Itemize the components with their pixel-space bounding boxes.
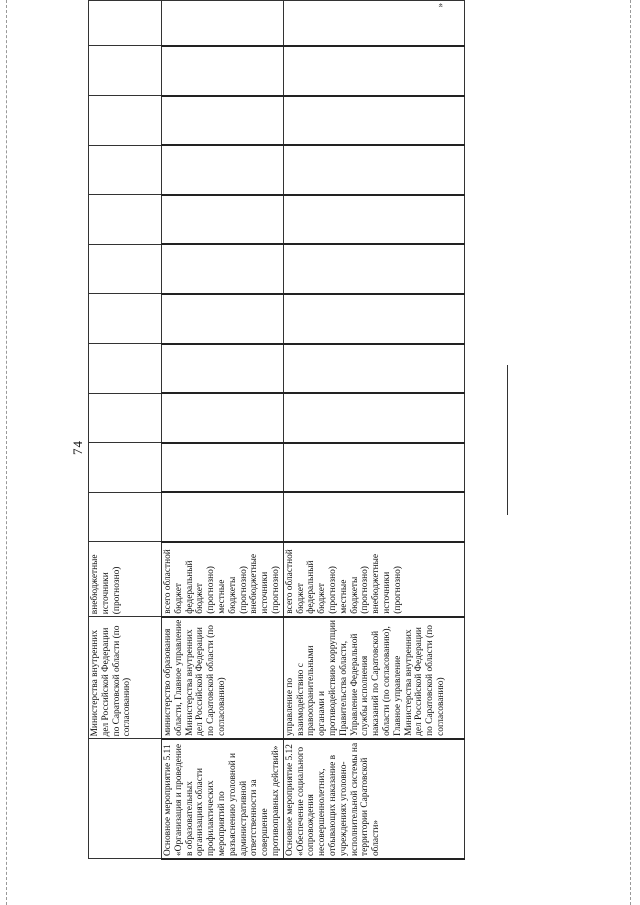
scan-edge-line (6, 0, 7, 905)
value-cell (89, 294, 162, 344)
sources-cell: всего областной бюджет федеральный бюджет (прогнозно) местные бюджеты (прогнозно) внебюджетные источники (прогнозно) (283, 542, 464, 617)
table-row (89, 1, 162, 860)
value-cell (283, 443, 464, 493)
value-cell (89, 443, 162, 493)
measure-cell: Основное мероприятие 5.11 «Организация и проведение в образовательных организациях области профилактических мероприятий по разъяснению уголовной и административной ответственности за совершение противоправных действий» (162, 739, 284, 859)
value-cell (162, 344, 284, 394)
sources-cell: внебюджетные источники (прогнозно) (89, 542, 162, 617)
value-cell (162, 443, 284, 493)
value-cell (162, 393, 284, 443)
scan-edge-line (630, 0, 631, 905)
value-cell (89, 492, 162, 542)
value-cell (283, 492, 464, 542)
value-cell (162, 96, 284, 146)
page-number: 74 (70, 440, 85, 455)
value-cell (89, 344, 162, 394)
value-cell (283, 46, 464, 96)
value-cell (283, 244, 464, 294)
program-table (88, 0, 465, 860)
value-cell (89, 393, 162, 443)
measure-cell (89, 739, 162, 859)
sources-cell: всего областной бюджет федеральный бюджет (прогнозно) местные бюджеты (прогнозно) внебюджетные источники (прогнозно) (162, 542, 284, 617)
value-cell (89, 46, 162, 96)
value-cell (162, 145, 284, 195)
value-cell (89, 1, 162, 46)
end-of-section-rule (507, 365, 508, 515)
value-cell (162, 195, 284, 245)
executor-cell: Министерства внутренних дел Российской Федерации по Саратовской области (по согласованию) (89, 617, 162, 739)
value-cell (89, 145, 162, 195)
value-cell (89, 96, 162, 146)
value-cell (283, 195, 464, 245)
measure-cell: Основное мероприятие 5.12 «Обеспечение социального сопровождения несовершеннолетних, отбывающих наказание в учреждениях уголовно-исполнительной системы на территории Саратовской области» (283, 739, 464, 859)
value-cell (162, 46, 284, 96)
value-cell (283, 294, 464, 344)
value-cell (162, 294, 284, 344)
value-cell (162, 244, 284, 294)
value-cell (283, 393, 464, 443)
value-cell (89, 195, 162, 245)
value-cell (283, 96, 464, 146)
value-cell (283, 344, 464, 394)
value-cell (89, 244, 162, 294)
value-cell (283, 1, 464, 46)
value-cell (162, 492, 284, 542)
value-cell (162, 1, 284, 46)
closing-quote-mark: » (434, 3, 445, 8)
table-row (283, 1, 464, 860)
value-cell (283, 145, 464, 195)
executor-cell: министерство образования области, Главное управление Министерства внутренних дел Российской Федерации по Саратовской области (по согласованию) (162, 617, 284, 739)
executor-cell: управление по взаимодействию с правоохранительными органами и противодействию коррупции Правительства области, Управление Федеральной службы исполнения наказаний по Саратовской области (по согласованию), Главное управление Министерства внутренних дел Российской Федерации по Саратовской области (по согласованию) (283, 617, 464, 739)
table-row (162, 1, 284, 860)
